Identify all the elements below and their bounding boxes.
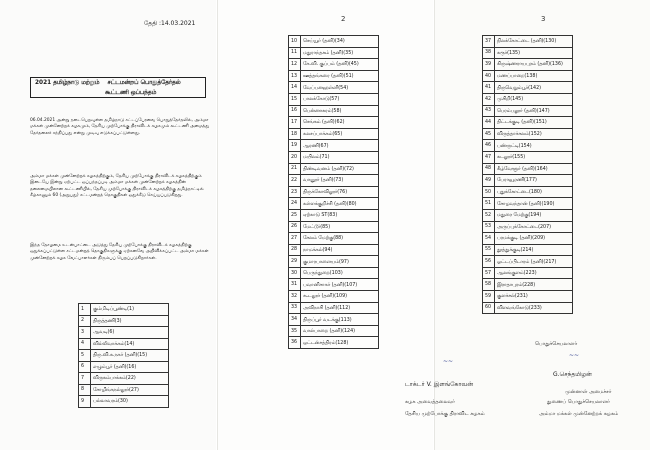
title-part-a: 2021 தமிழ்நாடு மற்றும் [35, 80, 100, 86]
page-1 [0, 0, 216, 450]
row-number: 46 [483, 140, 495, 152]
table-row [483, 175, 573, 187]
constituency-name: ஊத்தங்கரை (தனி)(51) [301, 70, 379, 82]
table-row [483, 186, 573, 198]
row-number: 15 [289, 93, 301, 105]
constituency-name: அருப்புக்கோட்டை(207) [495, 221, 573, 233]
table-row [289, 325, 379, 337]
table-row [79, 315, 169, 327]
row-number: 16 [289, 105, 301, 117]
table-row [483, 163, 573, 175]
table-row [289, 256, 379, 268]
constituency-name: திரு.வி.க.நகர் (தனி)(15) [91, 350, 169, 362]
row-number: 40 [483, 70, 495, 82]
row-number: 55 [483, 244, 495, 256]
row-number: 12 [289, 59, 301, 71]
general-secretary-label: பொதுச்செயலாளர் [535, 341, 578, 347]
constituency-name: திட்டக்குடி (தனி)(151) [495, 117, 573, 129]
row-number: 11 [289, 47, 301, 59]
constituency-name: திருக்கோவிலூர்(76) [301, 186, 379, 198]
constituency-name: எழும்பூர் (தனி)(16) [91, 361, 169, 373]
table-row [289, 279, 379, 291]
row-number: 24 [289, 198, 301, 210]
row-number: 10 [289, 36, 301, 48]
signer-right-pre: முன்னாள் அமைச்சர் [565, 389, 612, 395]
constituency-name: குமாரபாளையம்(97) [301, 256, 379, 268]
constituency-name: ஓட்டப்பிடாரம் (தனி)(217) [495, 256, 573, 268]
row-number: 48 [483, 163, 495, 175]
table-row [289, 105, 379, 117]
row-number: 57 [483, 267, 495, 279]
table-row [483, 36, 573, 48]
paragraph-1: 06.04.2021 அன்று நடைபெறவுள்ள தமிழ்நாடு சட்டப்பேரவை பொதுத்தேர்தலில், அம்மா மக்கள் முன்னேற்றக் கழகமும், தேசிய முற்போக்கு திராவிடக் கழகமும் கூட்டணி அமைத்து தேர்தலைச் சந்திப்பது என்று முடிவு எடுக்கப்பட்டுள்ளது. [30, 118, 210, 136]
constituency-name: ஆவடி(6) [91, 327, 169, 339]
constituency-name: மணப்பாறை(138) [495, 70, 573, 82]
constituency-name: வால்பாறை (தனி)(124) [301, 325, 379, 337]
row-number: 9 [79, 396, 91, 408]
row-number: 18 [289, 128, 301, 140]
table-row [483, 256, 573, 268]
row-number: 43 [483, 105, 495, 117]
row-number: 60 [483, 302, 495, 314]
row-number: 29 [289, 256, 301, 268]
table-row [483, 128, 573, 140]
paragraph-3: இந்த தோழமை உடன்பாட்டை அடுத்து தேசிய முற்போக்கு திராவிடக் கழகத்திற்கு ஒதுக்கப்பட்டுள்ள சட்டமன்றத் தொகுதிகளுக்கு ஏற்கனவே அறிவிக்கப்பட்ட அம்மா மக்கள் முன்னேற்றக் கழக வேட்பாளர்கள் திரும்பப் பெறப்படுகிறார்கள். [30, 243, 209, 261]
constituency-name: பெரம்பலூர் (தனி)(147) [495, 105, 573, 117]
constituency-name: பல்லாவரம்(30) [91, 396, 169, 408]
table-row [79, 304, 169, 316]
constituency-name: மதுராந்தகம் (தனி)(35) [301, 47, 379, 59]
constituency-name: அவிநாசி (தனி)(112) [301, 302, 379, 314]
constituency-name: திருத்தணி(3) [91, 315, 169, 327]
table-row [483, 105, 573, 117]
constituency-name: வில்லிவாக்கம்(14) [91, 338, 169, 350]
row-number: 4 [79, 338, 91, 350]
table-row [483, 244, 573, 256]
table-row [483, 47, 573, 59]
row-number: 19 [289, 140, 301, 152]
constituency-name: இராதாபுரம்(228) [495, 279, 573, 291]
row-number: 45 [483, 128, 495, 140]
table-row [289, 163, 379, 175]
constituency-name: பேராவூரணி(177) [495, 175, 573, 187]
table-row [79, 338, 169, 350]
table-row [289, 59, 379, 71]
constituency-name: விளவங்கோடு(233) [495, 302, 573, 314]
constituency-name: கரூர்(135) [495, 47, 573, 59]
row-number: 21 [289, 163, 301, 175]
row-number: 6 [79, 361, 91, 373]
table-row [483, 117, 573, 129]
row-number: 13 [289, 70, 301, 82]
constituency-name: தூத்துக்குடி(214) [495, 244, 573, 256]
row-number: 30 [289, 267, 301, 279]
table-row [289, 233, 379, 245]
table-row [79, 327, 169, 339]
table-row [289, 93, 379, 105]
title-line-2: கூட்டணி ஒப்பந்தம் [105, 90, 157, 96]
row-number: 35 [289, 325, 301, 337]
constituency-name: மேட்டூர்(85) [301, 221, 379, 233]
table-row [79, 373, 169, 385]
constituency-name: மயிலம்(71) [301, 151, 379, 163]
constituency-name: ஆரணி(67) [301, 140, 379, 152]
table-row [483, 70, 573, 82]
constituency-name: திருப்பூர் வடக்கு(113) [301, 314, 379, 326]
row-number: 1 [79, 304, 91, 316]
row-number: 59 [483, 291, 495, 303]
constituency-name: கூடலூர் (தனி)(109) [301, 291, 379, 303]
table-row [483, 291, 573, 303]
constituency-name: கும்மிடிப்பூண்டி(1) [91, 304, 169, 316]
constituency-name: சோழவந்தான் (தனி)(190) [495, 198, 573, 210]
table-row [483, 267, 573, 279]
table-row [483, 279, 573, 291]
table-row [289, 70, 379, 82]
row-number: 49 [483, 175, 495, 187]
constituency-name: ஆலங்குளம்(223) [495, 267, 573, 279]
paragraph-2: அம்மா மக்கள் முன்னேற்றக் கழகத்திற்கும், தேசிய முற்போக்கு திராவிடக் கழகத்திற்கும் இடையே இன்று ஏற்பட்ட ஒப்பந்தப்படி அம்மா மக்கள் முன்னேற்றக் கழகத்தின் தலைமையிலான கூட்டணியில், தேசிய முற்போக்கு திராவிடக் கழகத்திற்கு தமிழ்நாட்டில் கீழ்காணும் 60 (அறுபது) சட்டமன்றத் தொகுதிகள் ஒதுக்கீடு செய்யப்படுகிறது. [30, 174, 204, 199]
title-line-1 [35, 80, 181, 87]
row-number: 28 [289, 244, 301, 256]
constituency-name: கிருஷ்ணராயபுரம் (தனி)(136) [495, 59, 573, 71]
constituency-name: செய்யூர் (தனி)(34) [301, 36, 379, 48]
right-signature: ~~ [569, 352, 580, 359]
signer-left-title-1: கழக அவைத்தலைவர் [405, 399, 455, 405]
row-number: 44 [483, 117, 495, 129]
constituency-name: சோழிங்கநல்லூர்(27) [91, 384, 169, 396]
table-row [483, 140, 573, 152]
row-number: 36 [289, 337, 301, 349]
table-row [79, 384, 169, 396]
table-row [289, 302, 379, 314]
constituency-name: வேப்பனஹள்ளி(54) [301, 82, 379, 94]
table-row [289, 186, 379, 198]
constituency-name: பவானிசாகர் (தனி)(107) [301, 279, 379, 291]
constituency-name: கள்ளக்குறிச்சி (தனி)(80) [301, 198, 379, 210]
table-row [483, 93, 573, 105]
table-row [483, 59, 573, 71]
constituency-name: முசிறி(145) [495, 93, 573, 105]
row-number: 32 [289, 291, 301, 303]
constituency-name: ஒட்டன்சத்திரம்(128) [301, 337, 379, 349]
row-number: 17 [289, 117, 301, 129]
table-row [79, 361, 169, 373]
row-number: 42 [483, 93, 495, 105]
page-2 [217, 0, 433, 450]
constituency-name: பண்ருட்டி(154) [495, 140, 573, 152]
row-number: 3 [79, 327, 91, 339]
constituency-name: சேலம் மேற்கு(88) [301, 233, 379, 245]
table-row [289, 198, 379, 210]
signer-left-name: டாக்டர் V. இளங்கோவன் [405, 381, 474, 388]
row-number: 33 [289, 302, 301, 314]
table-row [79, 396, 169, 408]
title-box [30, 77, 206, 98]
constituency-name: திண்டிவனம் (தனி)(72) [301, 163, 379, 175]
table-row [289, 221, 379, 233]
constituency-name: பெருந்துறை(103) [301, 267, 379, 279]
table-row [483, 198, 573, 210]
page-number: 3 [541, 15, 546, 23]
page-number: 2 [341, 15, 346, 23]
table-row [289, 151, 379, 163]
row-number: 53 [483, 221, 495, 233]
row-number: 50 [483, 186, 495, 198]
row-number: 37 [483, 36, 495, 48]
constituency-name: விருத்தாச்சலம்(152) [495, 128, 573, 140]
constituency-name: விருகம்பாக்கம்(22) [91, 373, 169, 385]
constituency-name: பாலக்கோடு(57) [301, 93, 379, 105]
row-number: 2 [79, 315, 91, 327]
row-number: 5 [79, 350, 91, 362]
signer-right-title-2: அம்மா மக்கள் முன்னேற்றக் கழகம் [539, 411, 619, 417]
row-number: 7 [79, 373, 91, 385]
row-number: 22 [289, 175, 301, 187]
table-row [289, 128, 379, 140]
row-number: 34 [289, 314, 301, 326]
signer-left-title-2: தேசிய முற்போக்கு திராவிட கழகம் [405, 411, 485, 417]
row-number: 14 [289, 82, 301, 94]
constituency-name: புதுக்கோட்டை(180) [495, 186, 573, 198]
row-number: 58 [483, 279, 495, 291]
signer-right-title-1: துணைப் பொதுச்செயலாளர் [547, 399, 610, 405]
row-number: 54 [483, 233, 495, 245]
table-row [289, 47, 379, 59]
table-row [483, 209, 573, 221]
constituency-table-3 [482, 35, 573, 314]
row-number: 39 [483, 59, 495, 71]
constituency-name: குளச்சல்(231) [495, 291, 573, 303]
constituency-name: கே.வி. குப்பம் (தனி)(45) [301, 59, 379, 71]
row-number: 8 [79, 384, 91, 396]
table-row [289, 117, 379, 129]
constituency-name: நாமக்கல்(94) [301, 244, 379, 256]
row-number: 41 [483, 82, 495, 94]
left-signature: ~~ [443, 358, 454, 365]
document-date: தேதி :14.03.2021 [144, 20, 196, 27]
signer-right-name: G.செந்தமிழன் [553, 371, 592, 378]
constituency-name: வானூர் (தனி)(73) [301, 175, 379, 187]
constituency-table-2 [288, 35, 379, 349]
constituency-name: ஏற்காடு ST(83) [301, 209, 379, 221]
title-part-b: சட்டமன்றப் பொதுத்தேர்தல் [107, 80, 181, 86]
constituency-name: கீழ்வேளூர் (தனி)(164) [495, 163, 573, 175]
row-number: 25 [289, 209, 301, 221]
row-number: 52 [483, 209, 495, 221]
table-row [289, 291, 379, 303]
constituency-name: கடலூர்(155) [495, 151, 573, 163]
table-row [289, 314, 379, 326]
table-row [483, 233, 573, 245]
table-row [483, 302, 573, 314]
table-row [289, 82, 379, 94]
table-row [289, 175, 379, 187]
row-number: 38 [483, 47, 495, 59]
constituency-name: மதுரை மேற்கு(194) [495, 209, 573, 221]
table-row [289, 209, 379, 221]
constituency-name: செங்கம் (தனி)(62) [301, 117, 379, 129]
table-row [79, 350, 169, 362]
row-number: 56 [483, 256, 495, 268]
constituency-name: கலசப்பாக்கம்(65) [301, 128, 379, 140]
table-row [483, 221, 573, 233]
table-row [289, 36, 379, 48]
row-number: 47 [483, 151, 495, 163]
table-row [289, 140, 379, 152]
constituency-name: பென்னாகரம்(58) [301, 105, 379, 117]
row-number: 23 [289, 186, 301, 198]
row-number: 20 [289, 151, 301, 163]
row-number: 26 [289, 221, 301, 233]
table-row [483, 82, 573, 94]
constituency-name: நிலக்கோட்டை (தனி)(130) [495, 36, 573, 48]
table-row [289, 267, 379, 279]
row-number: 31 [289, 279, 301, 291]
row-number: 51 [483, 198, 495, 210]
row-number: 27 [289, 233, 301, 245]
table-row [289, 244, 379, 256]
table-row [483, 151, 573, 163]
constituency-name: பரமக்குடி (தனி)(209) [495, 233, 573, 245]
page-3 [405, 0, 650, 450]
constituency-table-1 [78, 303, 169, 408]
constituency-name: திருவெறும்பூர்(142) [495, 82, 573, 94]
table-row [289, 337, 379, 349]
